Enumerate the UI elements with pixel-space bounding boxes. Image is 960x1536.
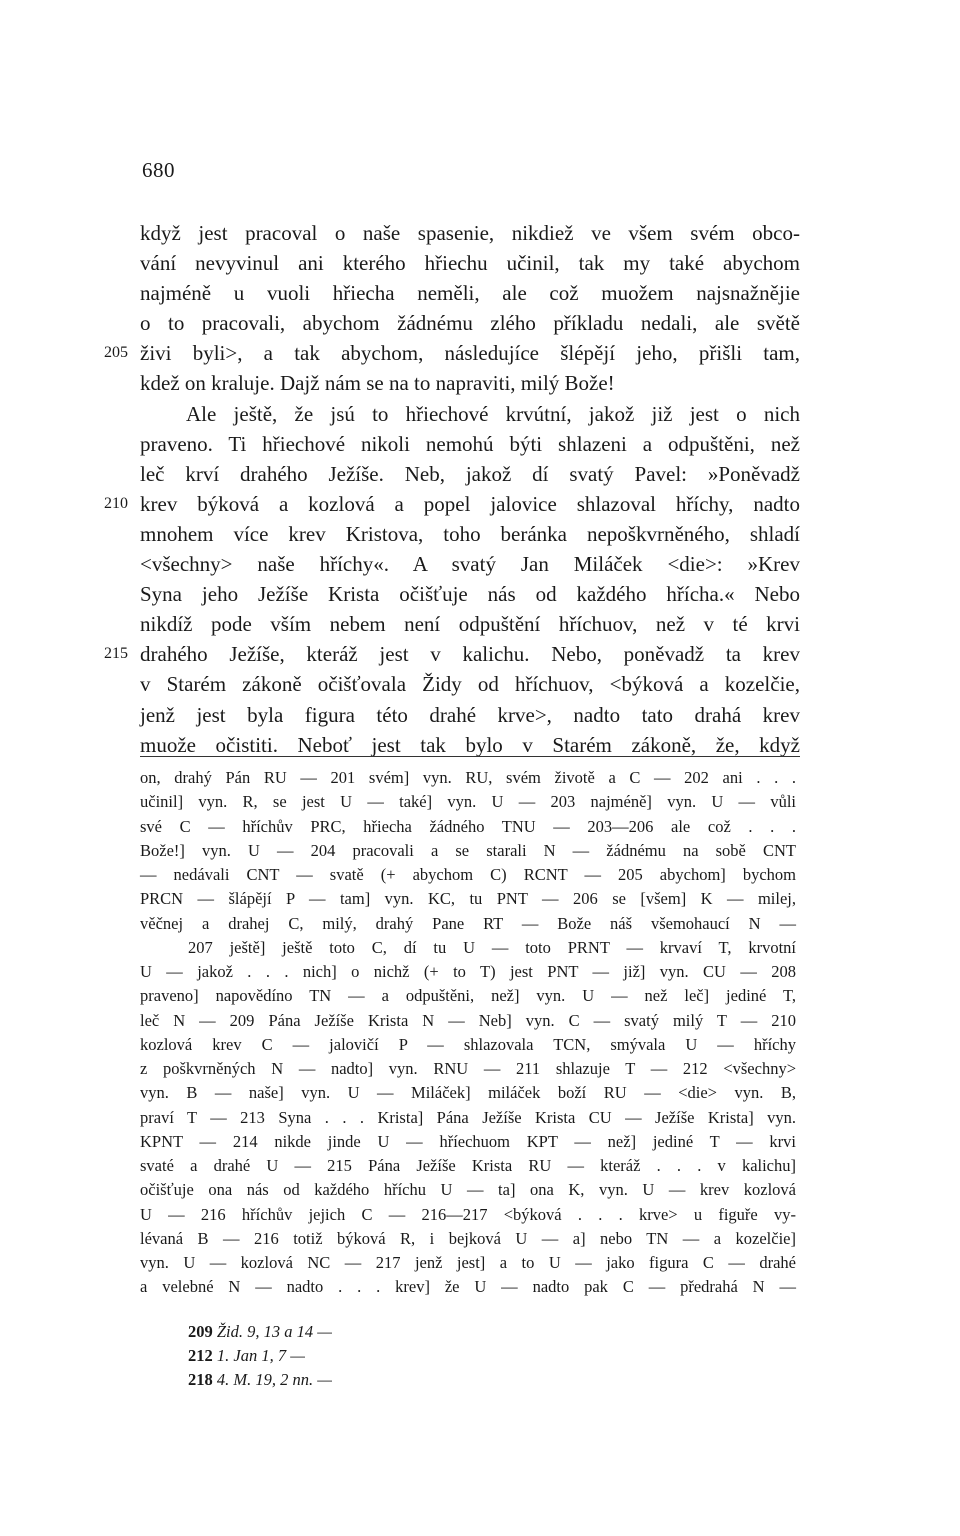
line-text: v Starém zákoně očišťovala Židy od hříchuov, <býková a kozelčie, bbox=[140, 672, 800, 697]
text-line bbox=[140, 579, 800, 609]
text-line bbox=[140, 609, 800, 639]
note-line: 207 ještě] ještě toto C, dí tu U — toto PRNT — krvaví T, krvotní bbox=[188, 937, 796, 957]
text-line bbox=[140, 429, 800, 459]
line-text: nikdíž pode vším nebem není odpuštění hříchuov, než v té krvi bbox=[140, 612, 800, 637]
text-line bbox=[140, 248, 800, 278]
text-line bbox=[104, 639, 800, 669]
note-line: PRCN — šlápějí P — tam] vyn. KC, tu PNT — 206 se [všem] K — milej, bbox=[140, 889, 796, 909]
page-number: 680 bbox=[142, 158, 175, 182]
note-line: a velebné N — nadto . . . krev] že U — nadto pak C — předrahá N — bbox=[140, 1277, 796, 1297]
note-line: svaté a drahé U — 215 Pána Ježíše Krista RU — kteráž . . . v kalichu] bbox=[140, 1156, 796, 1175]
reference-text: Žid. 9, 13 a 14 — bbox=[216, 1322, 332, 1341]
main-text bbox=[104, 218, 800, 760]
line-text: krev býková a kozlová a popel jalovice shlazoval hříchy, nadto bbox=[140, 491, 800, 516]
reference-text: 1. Jan 1, 7 — bbox=[216, 1346, 305, 1365]
note-line: praveno] napovědíno TN — a odpuštěni, než] vyn. U — než leč] jediné T, bbox=[140, 986, 796, 1006]
note-line: Bože!] vyn. U — 204 pracovali a se starali N — žádnému na sobě CNT bbox=[140, 840, 796, 860]
note-line: vyn. U — kozlová NC — 217 jenž jest] a to U — jako figura C — drahé bbox=[140, 1253, 796, 1272]
line-text: o to pracovali, abychom žádnému zlého příkladu nedali, ale světě bbox=[140, 311, 800, 336]
text-line bbox=[140, 218, 800, 248]
line-text: jenž jest byla figura této drahé krve>, nadto tato drahá krev bbox=[140, 702, 800, 727]
text-line bbox=[140, 700, 800, 730]
line-text: Syna jeho Ježíše Krista očišťuje nás od každého hřícha.« Nebo bbox=[140, 582, 800, 607]
line-text: praveno. Ti hřiechové nikoli nemohú býti shlazeni a odpuštěni, než bbox=[140, 431, 800, 456]
reference-text: 4. M. 19, 2 nn. — bbox=[216, 1370, 332, 1389]
line-text: drahého Ježíše, kteráž jest v kalichu. Nebo, poněvadž ta krev bbox=[140, 642, 800, 667]
note-line: praví T — 213 Syna . . . Krista] Pána Ježíše Krista CU — Ježíše Krista] vyn. bbox=[140, 1107, 796, 1127]
text-line bbox=[140, 519, 800, 549]
text-line bbox=[140, 278, 800, 308]
note-line: lévaná B — 216 totiž býková R, i bejková U — a] nebo TN — a kozelčie] bbox=[140, 1228, 796, 1248]
note-line: leč N — 209 Pána Ježíše Krista N — Neb] vyn. C — svatý milý T — 210 bbox=[140, 1010, 796, 1030]
text-line bbox=[140, 459, 800, 489]
biblical-references bbox=[188, 1320, 332, 1392]
reference-line bbox=[188, 1368, 332, 1392]
note-line: — nedávali CNT — svatě (+ abychom C) RCNT — 205 abychom] bychom bbox=[140, 865, 796, 884]
note-line: z poškvrněných N — nadto] vyn. RNU — 211 shlazuje T — 212 <všechny> bbox=[140, 1059, 796, 1078]
line-text: vání nevyvinul ani kterého hřiechu učinil, tak my také abychom bbox=[140, 251, 800, 276]
text-line bbox=[140, 399, 800, 429]
note-line: vyn. B — naše] vyn. U — Miláček] miláček boží RU — <die> vyn. B, bbox=[140, 1083, 796, 1103]
reference-number: 209 bbox=[188, 1322, 213, 1341]
note-line: věčnej a drahej C, milý, drahý Pane RT — Bože náš všemohaucí N — bbox=[140, 913, 796, 933]
line-text: leč krví drahého Ježíše. Neb, jakož dí svatý Pavel: »Poněvadž bbox=[140, 461, 800, 486]
line-text: Ale ještě, že jsú to hřiechové krvútní, jakož již jest o nich bbox=[186, 401, 800, 426]
line-text: muože očistiti. Neboť jest tak bylo v Starém zákoně, že, když bbox=[140, 732, 800, 757]
line-number: 210 bbox=[104, 494, 128, 512]
critical-apparatus bbox=[140, 766, 796, 1300]
reference-number: 212 bbox=[188, 1346, 213, 1365]
text-line bbox=[104, 489, 800, 519]
note-line: U — 216 hříchův jejich C — 216—217 <býková . . . krve> u figuře vy- bbox=[140, 1204, 796, 1224]
line-text: když jest pracoval o naše spasenie, nikdiež ve všem svém obco- bbox=[140, 221, 800, 245]
line-text: živi byli>, a tak abychom, následujíce šlépějí jeho, přišli tam, bbox=[140, 341, 800, 366]
note-line: on, drahý Pán RU — 201 svém] vyn. RU, svém životě a C — 202 ani . . . bbox=[140, 768, 796, 787]
line-text: kdež on kraluje. Dajž nám se na to napraviti, milý Bože! bbox=[140, 371, 615, 396]
reference-number: 218 bbox=[188, 1370, 213, 1389]
note-line: očišťuje ona nás od každého hříchu U — ta] ona K, vyn. U — krev kozlová bbox=[140, 1180, 796, 1200]
line-text: najméně u vuoli hřiecha neměli, ale což muožem najsnažnějie bbox=[140, 281, 800, 306]
footnote-divider bbox=[140, 756, 800, 757]
reference-line bbox=[188, 1320, 332, 1344]
note-line: KPNT — 214 nikde jinde U — hříechuom KPT — než] jediné T — krvi bbox=[140, 1131, 796, 1151]
line-number: 215 bbox=[104, 645, 128, 663]
line-text: mnohem více krev Kristova, toho beránka nepoškvrněného, shladí bbox=[140, 521, 800, 546]
note-line: kozlová krev C — jalovičí P — shlazovala TCN, smývala U — hříchy bbox=[140, 1034, 796, 1054]
note-line: U — jakož . . . nich] o nichž (+ to T) jest PNT — již] vyn. CU — 208 bbox=[140, 962, 796, 981]
line-text: <všechny> naše hříchy«. A svatý Jan Miláček <die>: »Krev bbox=[140, 552, 800, 577]
note-line: učinil] vyn. R, se jest U — také] vyn. U — 203 najméně] vyn. U — vůli bbox=[140, 792, 796, 812]
text-line bbox=[140, 669, 800, 699]
text-line bbox=[104, 338, 800, 368]
text-line bbox=[140, 368, 800, 398]
note-line: své C — hříchův PRC, hřiecha žádného TNU — 203—206 ale což . . . bbox=[140, 816, 796, 836]
text-line bbox=[140, 308, 800, 338]
reference-line bbox=[188, 1344, 332, 1368]
line-number: 205 bbox=[104, 344, 128, 362]
text-line bbox=[140, 549, 800, 579]
